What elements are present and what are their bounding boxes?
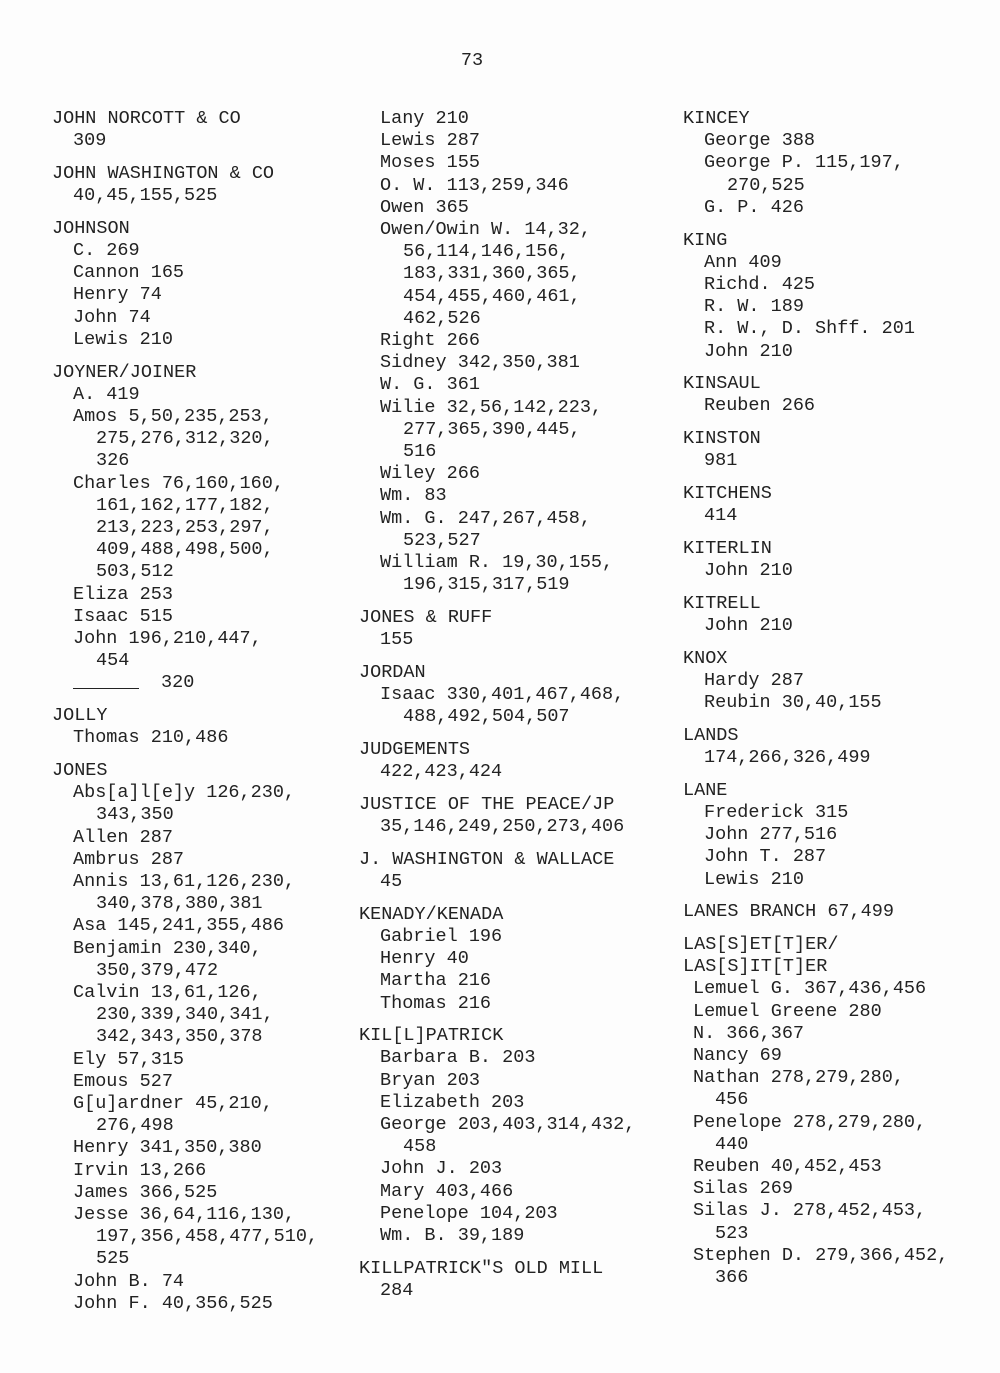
- entry-gap: [683, 924, 948, 935]
- index-entry: John 277,516: [704, 824, 838, 846]
- index-heading: KITCHENS: [683, 483, 772, 505]
- index-entry: John J. 203: [380, 1158, 503, 1180]
- index-heading: KINCEY: [683, 108, 750, 129]
- index-entry: James 366,525: [73, 1181, 218, 1203]
- blank-name-rule: [73, 688, 139, 689]
- index-entry: Lany 210: [380, 108, 469, 129]
- entry-gap: [683, 527, 948, 538]
- index-continuation: 454: [96, 650, 130, 672]
- entry-gap: [359, 728, 635, 739]
- entry-gap: [683, 714, 948, 725]
- index-entry: John 210: [704, 615, 793, 637]
- index-heading: JORDAN: [359, 661, 426, 683]
- index-entry: Gabriel 196: [380, 925, 503, 947]
- index-entry: John 210: [704, 560, 793, 582]
- index-entry: R. W. 189: [704, 296, 804, 318]
- index-entry: 422,423,424: [380, 761, 503, 783]
- page-references: 320: [161, 672, 195, 694]
- index-heading: JOYNER/JOINER: [52, 361, 197, 383]
- index-column-2: [359, 108, 635, 1302]
- index-entry: Thomas 210,486: [73, 727, 229, 749]
- index-entry: O. W. 113,259,346: [380, 174, 569, 196]
- entry-gap: [683, 363, 948, 374]
- index-continuation: 275,276,312,320,: [96, 428, 274, 450]
- index-entry: Ambrus 287: [73, 848, 185, 870]
- page-number: 73: [460, 50, 484, 71]
- index-heading: KENADY/KENADA: [359, 903, 504, 925]
- entry-gap: [359, 1247, 635, 1258]
- index-entry: Lemuel Greene 280: [693, 1000, 882, 1022]
- index-continuation: 196,315,317,519: [403, 574, 570, 596]
- index-heading: KITRELL: [683, 592, 761, 614]
- index-entry: Ely 57,315: [73, 1048, 185, 1070]
- index-continuation: 342,343,350,378: [96, 1026, 263, 1048]
- index-entry: Jesse 36,64,116,130,: [73, 1204, 296, 1226]
- index-entry: Reuben 266: [704, 395, 816, 417]
- entry-gap: [359, 838, 635, 849]
- index-entry: Benjamin 230,340,: [73, 937, 262, 959]
- index-continuation: 343,350: [96, 804, 174, 826]
- index-entry: John B. 74: [73, 1270, 185, 1292]
- index-heading: KIL[L]PATRICK: [359, 1025, 504, 1047]
- index-entry: G[u]ardner 45,210,: [73, 1093, 273, 1115]
- index-entry: Bryan 203: [380, 1069, 480, 1091]
- entry-gap: [683, 769, 948, 780]
- index-heading: KITERLIN: [683, 537, 772, 559]
- index-continuation: 340,378,380,381: [96, 893, 263, 915]
- index-entry: Frederick 315: [704, 801, 849, 823]
- index-entry: George 388: [704, 130, 816, 152]
- entry-gap: [359, 1015, 635, 1026]
- index-entry: Wm. G. 247,267,458,: [380, 507, 591, 529]
- index-continuation: 56,114,146,156,: [403, 241, 570, 263]
- index-heading: JOHN NORCOTT & CO: [52, 108, 241, 129]
- index-entry: Amos 5,50,235,253,: [73, 405, 273, 427]
- index-heading: JONES: [52, 759, 108, 781]
- index-entry: John T. 287: [704, 846, 827, 868]
- index-continuation: 440: [715, 1133, 749, 1155]
- index-continuation: 462,526: [403, 307, 481, 329]
- index-continuation: 409,488,498,500,: [96, 539, 274, 561]
- entry-gap: [683, 473, 948, 484]
- index-heading: JOHN WASHINGTON & CO: [52, 162, 275, 184]
- index-entry: 414: [704, 505, 738, 527]
- index-entry: Silas 269: [693, 1178, 793, 1200]
- index-continuation: 516: [403, 441, 437, 463]
- entry-gap: [52, 749, 318, 760]
- index-heading: JUDGEMENTS: [359, 738, 471, 760]
- index-heading: LANDS: [683, 724, 739, 746]
- index-continuation: 213,223,253,297,: [96, 516, 274, 538]
- entry-gap: [52, 695, 318, 706]
- index-entry: Martha 216: [380, 970, 492, 992]
- index-continuation: 458: [403, 1136, 437, 1158]
- index-entry: Asa 145,241,355,486: [73, 915, 284, 937]
- index-entry: 309: [73, 130, 107, 152]
- index-entry: Nathan 278,279,280,: [693, 1067, 904, 1089]
- index-continuation: 326: [96, 450, 130, 472]
- index-heading: JUSTICE OF THE PEACE/JP: [359, 793, 615, 815]
- index-entry: 40,45,155,525: [73, 185, 218, 207]
- index-continuation: 270,525: [727, 174, 805, 196]
- index-continuation: 350,379,472: [96, 959, 219, 981]
- index-heading: KINSAUL: [683, 373, 761, 395]
- index-heading: KNOX: [683, 647, 728, 669]
- index-entry: Eliza 253: [73, 583, 173, 605]
- index-entry: Elizabeth 203: [380, 1091, 525, 1113]
- index-continuation: 230,339,340,341,: [96, 1004, 274, 1026]
- index-continuation: 161,162,177,182,: [96, 494, 274, 516]
- index-entry: 35,146,249,250,273,406: [380, 816, 625, 838]
- index-entry: 284: [380, 1279, 414, 1301]
- entry-gap: [683, 891, 948, 902]
- index-entry: Lewis 210: [73, 328, 173, 350]
- index-entry: Wilie 32,56,142,223,: [380, 396, 603, 418]
- index-entry: 45: [380, 871, 403, 892]
- index-continuation: 276,498: [96, 1115, 174, 1137]
- index-entry: John 210: [704, 340, 793, 362]
- index-entry: Reuben 40,452,453: [693, 1156, 882, 1178]
- blank-surname-entry: [52, 672, 318, 694]
- index-entry: Penelope 104,203: [380, 1202, 558, 1224]
- index-entry: Ann 409: [704, 251, 782, 273]
- index-entry: 981: [704, 450, 738, 472]
- entry-gap: [359, 893, 635, 904]
- index-continuation: 525: [96, 1248, 130, 1270]
- entry-gap: [683, 637, 948, 648]
- index-entry: Stephen D. 279,366,452,: [693, 1244, 949, 1266]
- index-entry: George 203,403,314,432,: [380, 1114, 636, 1136]
- index-entry: Owen 365: [380, 196, 469, 218]
- index-entry: Lewis 210: [704, 868, 804, 890]
- index-continuation: 454,455,460,461,: [403, 285, 581, 307]
- index-entry: Thomas 216: [380, 992, 492, 1014]
- index-entry: R. W., D. Shff. 201: [704, 318, 915, 340]
- index-entry: Isaac 515: [73, 605, 173, 627]
- index-heading: JONES & RUFF: [359, 606, 493, 628]
- index-entry: Irvin 13,266: [73, 1159, 207, 1181]
- index-entry: Abs[a]l[e]y 126,230,: [73, 782, 296, 804]
- index-continuation: 366: [715, 1267, 749, 1289]
- index-entry: John 74: [73, 306, 151, 328]
- index-entry: Henry 40: [380, 948, 469, 970]
- index-entry: Henry 74: [73, 284, 162, 306]
- index-entry: W. G. 361: [380, 374, 480, 396]
- entry-gap: [359, 596, 635, 607]
- index-column-1: [52, 108, 318, 1315]
- index-entry: Calvin 13,61,126,: [73, 982, 262, 1004]
- index-entry: Moses 155: [380, 152, 480, 174]
- index-entry: Allen 287: [73, 826, 173, 848]
- entry-gap: [683, 418, 948, 429]
- index-entry: G. P. 426: [704, 196, 804, 218]
- index-entry: Lewis 287: [380, 130, 480, 152]
- index-entry: John F. 40,356,525: [73, 1292, 273, 1314]
- index-heading: LANES BRANCH 67,499: [683, 901, 894, 923]
- index-entry: Sidney 342,350,381: [380, 352, 580, 374]
- index-continuation: 277,365,390,445,: [403, 418, 581, 440]
- entry-gap: [359, 783, 635, 794]
- index-heading: J. WASHINGTON & WALLACE: [359, 848, 615, 870]
- index-continuation: 488,492,504,507: [403, 706, 570, 728]
- index-entry: George P. 115,197,: [704, 152, 904, 174]
- index-continuation: 503,512: [96, 561, 174, 583]
- index-entry: C. 269: [73, 240, 140, 262]
- index-heading: LAS[S]IT[T]ER: [683, 956, 828, 978]
- index-entry: Wm. B. 39,189: [380, 1225, 525, 1247]
- entry-gap: [52, 152, 318, 163]
- index-entry: Right 266: [380, 330, 480, 352]
- index-entry: Emous 527: [73, 1070, 173, 1092]
- index-heading: KILLPATRICK"S OLD MILL: [359, 1257, 604, 1279]
- index-heading: JOHNSON: [52, 217, 130, 239]
- index-continuation: 456: [715, 1089, 749, 1111]
- index-continuation: 523,527: [403, 529, 481, 551]
- index-entry: Mary 403,466: [380, 1180, 514, 1202]
- entry-gap: [359, 651, 635, 662]
- index-heading: LAS[S]ET[T]ER/: [683, 934, 839, 955]
- index-column-3: [683, 108, 948, 1289]
- index-entry: John 196,210,447,: [73, 627, 262, 649]
- index-entry: 155: [380, 629, 414, 651]
- entry-gap: [52, 351, 318, 362]
- index-entry: Hardy 287: [704, 669, 804, 691]
- index-entry: Wiley 266: [380, 463, 480, 485]
- index-entry: Henry 341,350,380: [73, 1137, 262, 1159]
- index-continuation: 197,356,458,477,510,: [96, 1226, 319, 1248]
- entry-gap: [683, 582, 948, 593]
- index-entry: N. 366,367: [693, 1022, 805, 1044]
- index-continuation: 523: [715, 1222, 749, 1244]
- index-heading: JOLLY: [52, 705, 108, 727]
- index-entry: William R. 19,30,155,: [380, 552, 614, 574]
- index-heading: LANE: [683, 779, 728, 801]
- index-entry: Barbara B. 203: [380, 1047, 536, 1069]
- index-continuation: 183,331,360,365,: [403, 263, 581, 285]
- index-entry: 174,266,326,499: [704, 747, 871, 769]
- entry-gap: [52, 207, 318, 218]
- index-entry: Cannon 165: [73, 262, 185, 284]
- index-entry: Nancy 69: [693, 1045, 782, 1067]
- index-heading: KINSTON: [683, 428, 761, 450]
- entry-gap: [683, 219, 948, 230]
- index-entry: A. 419: [73, 383, 140, 405]
- index-entry: Richd. 425: [704, 273, 816, 295]
- index-entry: Penelope 278,279,280,: [693, 1111, 927, 1133]
- index-entry: Wm. 83: [380, 485, 447, 507]
- index-heading: KING: [683, 229, 728, 251]
- index-entry: Lemuel G. 367,436,456: [693, 978, 927, 1000]
- index-entry: Silas J. 278,452,453,: [693, 1200, 927, 1222]
- index-entry: Isaac 330,401,467,468,: [380, 684, 625, 706]
- index-entry: Reubin 30,40,155: [704, 692, 882, 714]
- index-entry: Owen/Owin W. 14,32,: [380, 219, 591, 241]
- index-entry: Charles 76,160,160,: [73, 472, 284, 494]
- index-entry: Annis 13,61,126,230,: [73, 871, 296, 892]
